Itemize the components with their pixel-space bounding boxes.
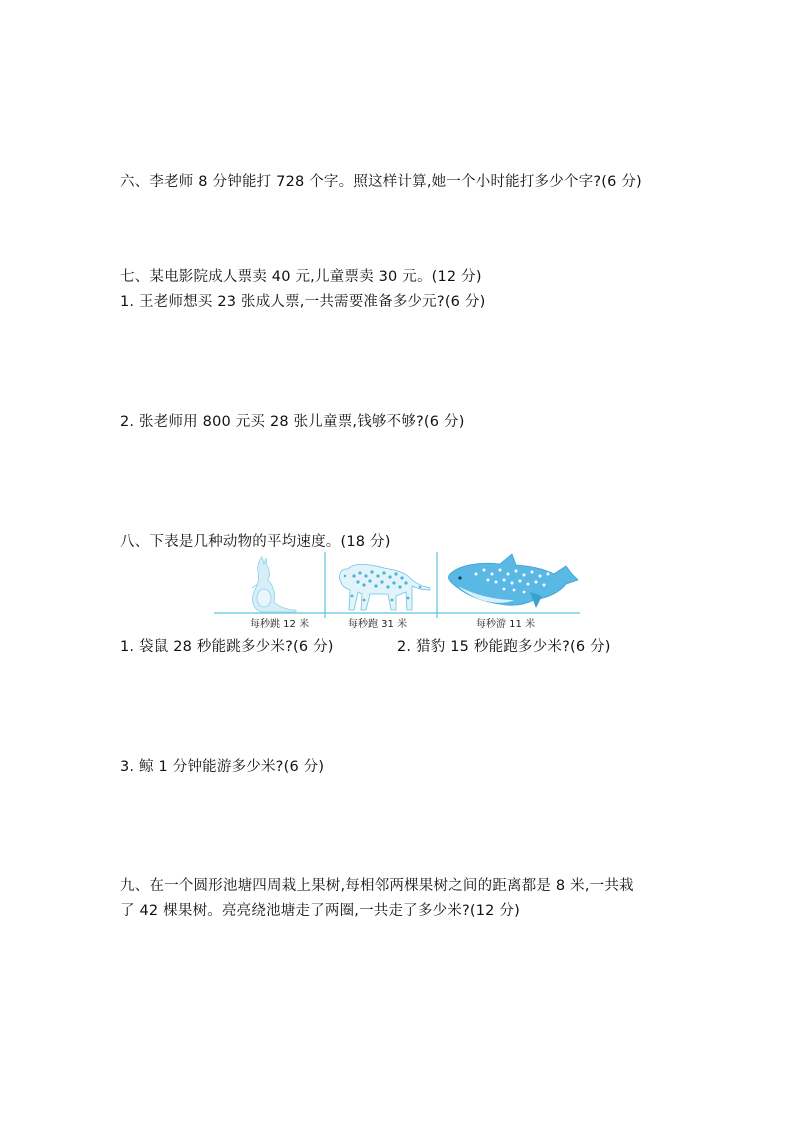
question-7-part-1: 1. 王老师想买 23 张成人票,一共需要准备多少元?(6 分) — [120, 294, 486, 310]
kangaroo-speed-caption: 每秒跳 12 米 — [250, 619, 310, 630]
whale-icon — [448, 554, 578, 608]
question-6: 六、李老师 8 分钟能打 728 个字。照这样计算,她一个小时能打多少个字?(6 分) — [120, 174, 642, 190]
question-7-title: 七、某电影院成人票卖 40 元,儿童票卖 30 元。(12 分) — [120, 269, 482, 285]
leopard-icon — [339, 564, 430, 610]
kangaroo-icon — [252, 557, 296, 612]
question-9-line-2: 了 42 棵果树。亮亮绕池塘走了两圈,一共走了多少米?(12 分) — [120, 903, 520, 919]
question-7-part-2: 2. 张老师用 800 元买 28 张儿童票,钱够不够?(6 分) — [120, 414, 465, 430]
question-9-line-1: 九、在一个圆形池塘四周栽上果树,每相邻两棵果树之间的距离都是 8 米,一共栽 — [120, 878, 634, 894]
question-8-part-3: 3. 鲸 1 分钟能游多少米?(6 分) — [120, 759, 325, 775]
question-8-title: 八、下表是几种动物的平均速度。(18 分) — [120, 534, 391, 550]
leopard-speed-caption: 每秒跑 31 米 — [348, 619, 408, 630]
question-8-part-2: 2. 猎豹 15 秒能跑多少米?(6 分) — [397, 639, 611, 655]
question-8-part-1: 1. 袋鼠 28 秒能跳多少米?(6 分) — [120, 639, 334, 655]
animal-speed-table — [214, 552, 580, 634]
whale-speed-caption: 每秒游 11 米 — [476, 619, 536, 630]
